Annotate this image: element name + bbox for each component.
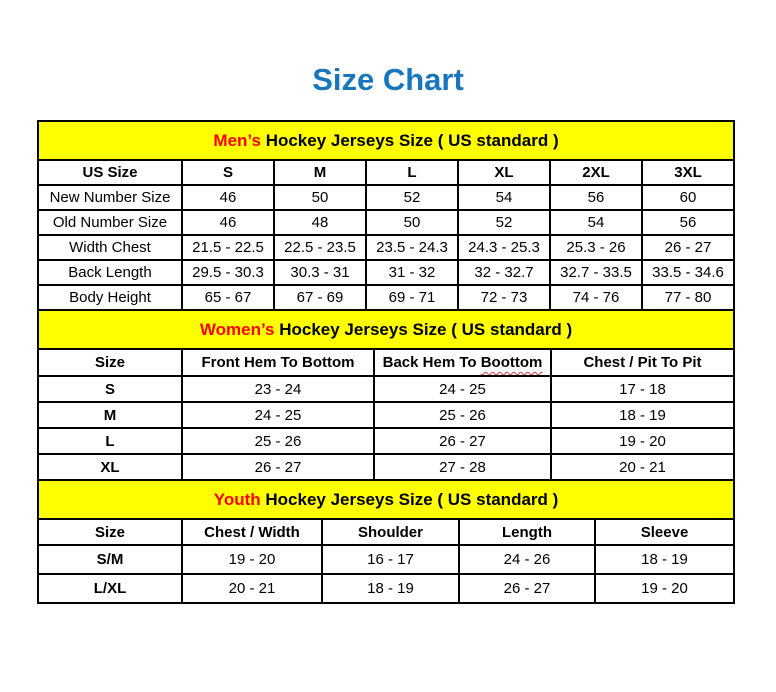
row-label: S/M	[38, 545, 182, 574]
table-row	[38, 185, 734, 210]
value-cell: 25 - 26	[182, 428, 374, 454]
row-label: Width Chest	[38, 235, 182, 260]
column-header: Size	[38, 349, 182, 376]
value-cell: 27 - 28	[374, 454, 551, 480]
column-header: Size	[38, 519, 182, 545]
womens-section-title-rest: Hockey Jerseys Size ( US standard )	[274, 319, 573, 339]
column-header: XL	[458, 160, 550, 185]
mens-section-title	[38, 121, 734, 160]
column-header: S	[182, 160, 274, 185]
value-cell: 20 - 21	[551, 454, 734, 480]
value-cell: 18 - 19	[322, 574, 459, 603]
table-row	[38, 402, 734, 428]
value-cell: 21.5 - 22.5	[182, 235, 274, 260]
value-cell: 26 - 27	[374, 428, 551, 454]
value-cell: 22.5 - 23.5	[274, 235, 366, 260]
mens-section-title-rest: Hockey Jerseys Size ( US standard )	[260, 130, 559, 150]
value-cell: 18 - 19	[595, 545, 734, 574]
value-cell: 72 - 73	[458, 285, 550, 310]
value-cell: 30.3 - 31	[274, 260, 366, 285]
value-cell: 52	[366, 185, 458, 210]
value-cell: 23 - 24	[182, 376, 374, 402]
value-cell: 56	[550, 185, 642, 210]
mens-section-title-highlight: Men’s	[213, 130, 261, 150]
row-label: M	[38, 402, 182, 428]
value-cell: 50	[366, 210, 458, 235]
column-header: 2XL	[550, 160, 642, 185]
value-cell: 48	[274, 210, 366, 235]
value-cell: 77 - 80	[642, 285, 734, 310]
row-label: Old Number Size	[38, 210, 182, 235]
table-row	[38, 235, 734, 260]
table-row	[38, 376, 734, 402]
value-cell: 26 - 27	[182, 454, 374, 480]
value-cell: 19 - 20	[182, 545, 322, 574]
youth-header-row	[38, 519, 734, 545]
youth-section-banner	[38, 480, 734, 519]
value-cell: 31 - 32	[366, 260, 458, 285]
column-header: Length	[459, 519, 595, 545]
table-row	[38, 545, 734, 574]
column-header: Sleeve	[595, 519, 734, 545]
column-header: M	[274, 160, 366, 185]
value-cell: 54	[550, 210, 642, 235]
womens-section-banner	[38, 310, 734, 349]
value-cell: 29.5 - 30.3	[182, 260, 274, 285]
table-row	[38, 454, 734, 480]
value-cell: 67 - 69	[274, 285, 366, 310]
value-cell: 18 - 19	[551, 402, 734, 428]
row-label: L	[38, 428, 182, 454]
mens-header-row	[38, 160, 734, 185]
value-cell: 20 - 21	[182, 574, 322, 603]
value-cell: 60	[642, 185, 734, 210]
column-header: 3XL	[642, 160, 734, 185]
value-cell: 25.3 - 26	[550, 235, 642, 260]
value-cell: 50	[274, 185, 366, 210]
value-cell: 32 - 32.7	[458, 260, 550, 285]
row-label: Body Height	[38, 285, 182, 310]
value-cell: 33.5 - 34.6	[642, 260, 734, 285]
value-cell: 19 - 20	[595, 574, 734, 603]
youth-size-table	[37, 479, 735, 604]
mens-size-table	[37, 120, 735, 311]
column-header-misspelled	[374, 349, 551, 376]
value-cell: 17 - 18	[551, 376, 734, 402]
womens-header-row	[38, 349, 734, 376]
value-cell: 24 - 25	[182, 402, 374, 428]
womens-section-title-highlight: Women’s	[199, 319, 275, 339]
table-row	[38, 285, 734, 310]
value-cell: 65 - 67	[182, 285, 274, 310]
table-row	[38, 260, 734, 285]
value-cell: 69 - 71	[366, 285, 458, 310]
value-cell: 26 - 27	[459, 574, 595, 603]
column-header: Shoulder	[322, 519, 459, 545]
table-row	[38, 574, 734, 603]
value-cell: 74 - 76	[550, 285, 642, 310]
row-label: S	[38, 376, 182, 402]
page-title: Size Chart	[312, 62, 464, 97]
youth-section-title-rest: Hockey Jerseys Size ( US standard )	[260, 489, 559, 509]
value-cell: 26 - 27	[642, 235, 734, 260]
column-header: Front Hem To Bottom	[182, 349, 374, 376]
row-label: Back Length	[38, 260, 182, 285]
value-cell: 19 - 20	[551, 428, 734, 454]
row-label: L/XL	[38, 574, 182, 603]
row-label: New Number Size	[38, 185, 182, 210]
value-cell: 16 - 17	[322, 545, 459, 574]
value-cell: 25 - 26	[374, 402, 551, 428]
mens-section-banner	[38, 121, 734, 160]
womens-size-table	[37, 309, 735, 481]
womens-section-title	[38, 310, 734, 349]
column-header: L	[366, 160, 458, 185]
value-cell: 32.7 - 33.5	[550, 260, 642, 285]
value-cell: 24 - 26	[459, 545, 595, 574]
column-header: Chest / Width	[182, 519, 322, 545]
table-row	[38, 428, 734, 454]
column-header: US Size	[38, 160, 182, 185]
value-cell: 23.5 - 24.3	[366, 235, 458, 260]
spellcheck-squiggle-word: Boottom	[480, 354, 543, 371]
value-cell: 56	[642, 210, 734, 235]
youth-section-title	[38, 480, 734, 519]
value-cell: 24.3 - 25.3	[458, 235, 550, 260]
column-header: Chest / Pit To Pit	[551, 349, 734, 376]
row-label: XL	[38, 454, 182, 480]
value-cell: 54	[458, 185, 550, 210]
column-header-text: Back Hem To	[382, 354, 481, 371]
value-cell: 24 - 25	[374, 376, 551, 402]
youth-section-title-highlight: Youth	[213, 489, 261, 509]
value-cell: 46	[182, 210, 274, 235]
size-chart	[37, 120, 733, 604]
table-row	[38, 210, 734, 235]
value-cell: 52	[458, 210, 550, 235]
value-cell: 46	[182, 185, 274, 210]
